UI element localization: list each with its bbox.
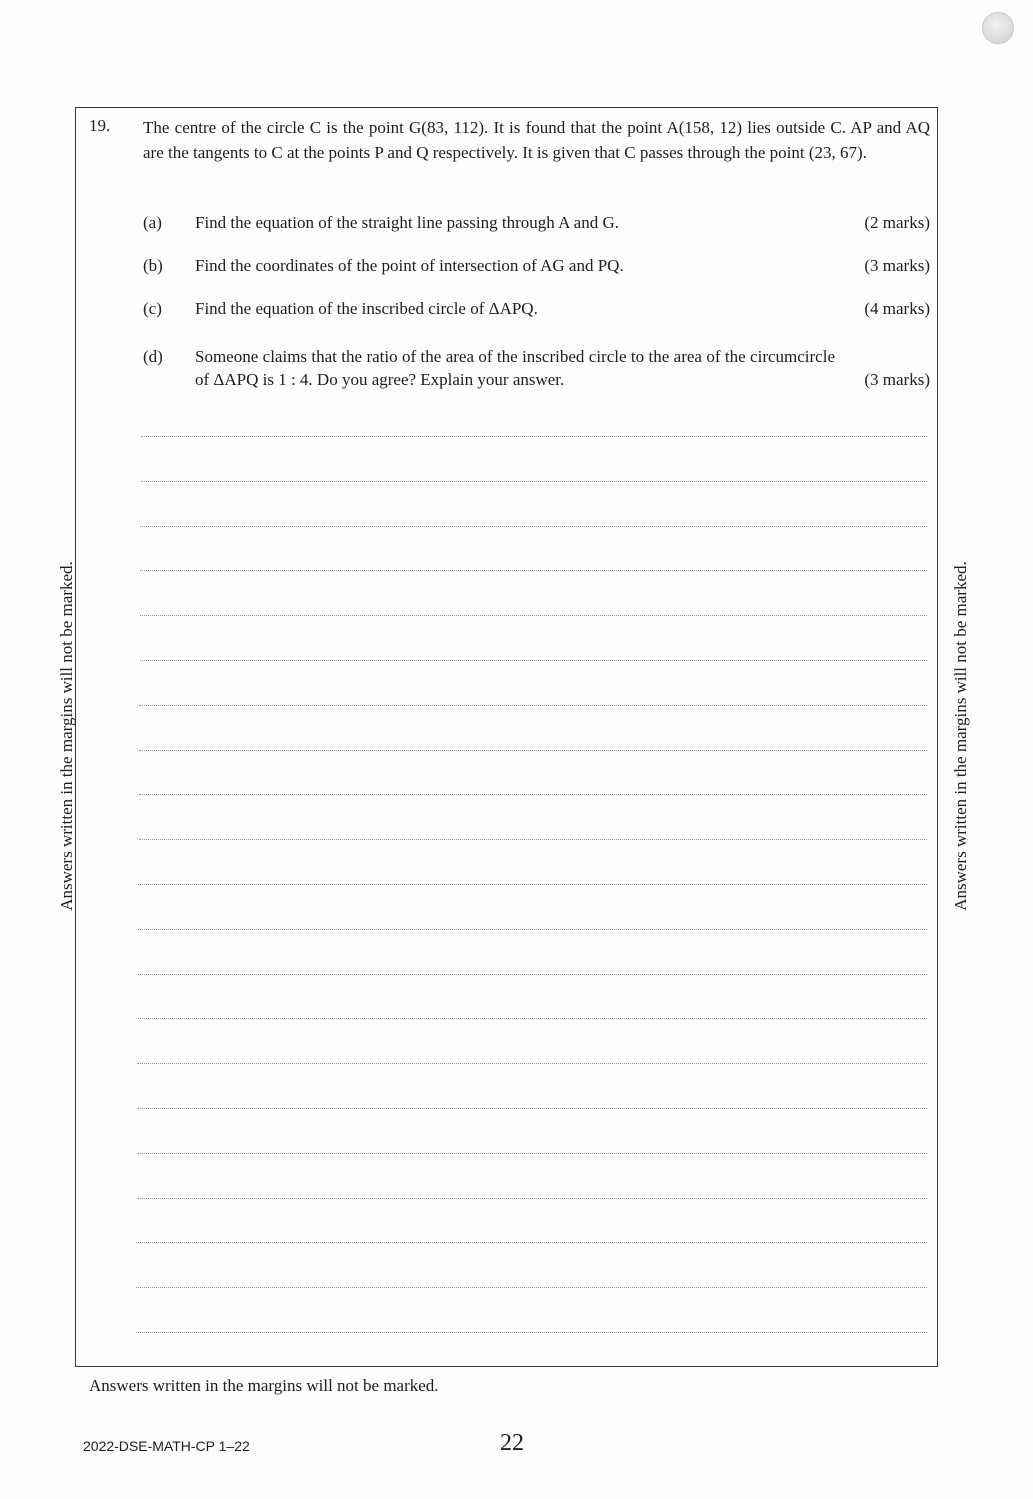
answer-line xyxy=(140,570,927,571)
answer-line xyxy=(140,526,927,527)
scan-corner-mark xyxy=(982,12,1014,44)
answer-line xyxy=(136,1287,927,1288)
part-marks: (2 marks) xyxy=(864,213,930,232)
answer-line xyxy=(139,750,927,751)
part-text: Find the coordinates of the point of intersection of AG and PQ. xyxy=(195,256,624,275)
answer-box xyxy=(75,107,938,1367)
answer-line xyxy=(136,1242,927,1243)
part-text: Find the equation of the straight line passing through A and G. xyxy=(195,213,620,232)
question-number: 19. xyxy=(89,116,111,135)
right-margin-note: Answers written in the margins will not be marked. xyxy=(951,561,970,911)
part-text: Find the equation of the inscribed circle of ΔAPQ. xyxy=(195,299,538,318)
answer-line xyxy=(137,1063,927,1064)
answer-line xyxy=(139,705,927,706)
part-d xyxy=(143,345,930,391)
answer-line xyxy=(138,884,927,885)
answer-line xyxy=(138,974,927,975)
answer-line xyxy=(137,1198,927,1199)
part-label: (b) xyxy=(143,256,163,275)
answer-line xyxy=(140,615,927,616)
answer-line xyxy=(139,839,927,840)
answer-line xyxy=(140,660,927,661)
answer-line xyxy=(139,794,927,795)
answer-line xyxy=(138,929,927,930)
part-marks: (3 marks) xyxy=(864,370,930,389)
page-number: 22 xyxy=(500,1430,524,1456)
part-marks: (3 marks) xyxy=(864,256,930,275)
answer-line xyxy=(136,1332,927,1333)
bottom-margin-note: Answers written in the margins will not be marked. xyxy=(89,1376,439,1395)
answer-line xyxy=(141,481,927,482)
paper-code: 2022-DSE-MATH-CP 1–22 xyxy=(83,1438,250,1454)
left-margin-note: Answers written in the margins will not be marked. xyxy=(57,561,76,911)
answer-line xyxy=(137,1153,927,1154)
part-text: Someone claims that the ratio of the area of the inscribed circle to the area of the circumcircle of ΔAPQ is 1 : 4. Do you agree? Explain your answer. xyxy=(195,347,835,389)
answer-line xyxy=(138,1018,927,1019)
part-label: (d) xyxy=(143,347,163,366)
part-label: (c) xyxy=(143,299,162,318)
question-stem: The centre of the circle C is the point G(83, 112). It is found that the point A(158, 12) lies outside C. AP and AQ are the tangents to C at the points P and Q respectively. It is given that C passes through the point (23, 67). xyxy=(143,118,930,162)
part-marks: (4 marks) xyxy=(864,299,930,318)
part-label: (a) xyxy=(143,213,162,232)
answer-line xyxy=(137,1108,927,1109)
answer-line xyxy=(141,436,927,437)
